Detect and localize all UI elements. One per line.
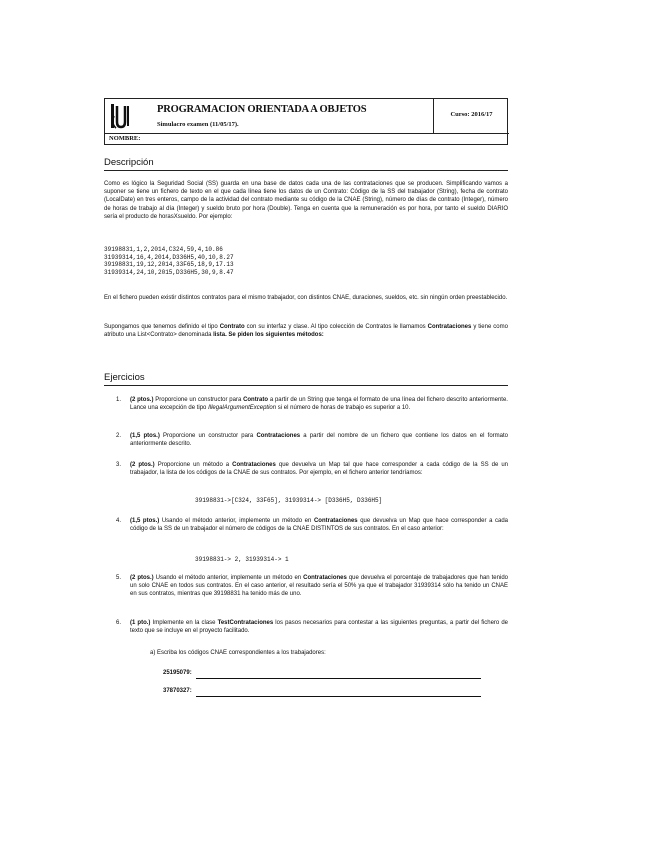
exercise-type: Contrato bbox=[243, 397, 269, 403]
descripcion-paragraph-2: En el fichero pueden existir distintos contratos para el mismo trabajador, con distintos CNAE, duraciones, sueldos, etc. sin ningún orden preestablecido. bbox=[104, 295, 508, 301]
exercise-text: Proporcione un constructor para bbox=[159, 433, 257, 439]
exercise-text: Proporcione un método a bbox=[154, 462, 233, 468]
descripcion-heading: Descripción bbox=[104, 157, 508, 171]
exercise-type: TestContrataciones bbox=[217, 620, 274, 626]
exercise-points: (2 ptos.) bbox=[130, 462, 155, 468]
exercise-text: Usando el método anterior, implemente un método en bbox=[153, 575, 304, 581]
exception-name: IllegalArgumentException bbox=[208, 405, 277, 412]
exercise-text: Usando el método anterior, implemente un método en bbox=[159, 518, 314, 524]
data-line: 39198831,1,2,2014,C324,59,4,10.86 bbox=[104, 246, 223, 253]
question-a: a) Escriba los códigos CNAE correspondientes a los trabajadores: bbox=[150, 650, 326, 656]
answer-line-2[interactable] bbox=[196, 696, 481, 697]
exercise-type: Contrataciones bbox=[256, 433, 301, 439]
exercise-text: si el número de horas de trabajo es superior a 10. bbox=[276, 405, 411, 412]
exercise-text: a partir del nombre de un fichero que contiene los datos en el formato anteriormente descrito. bbox=[130, 433, 508, 448]
university-logo-icon bbox=[109, 102, 131, 130]
answer-label-1: 25195079: bbox=[163, 670, 192, 676]
exercise-4-example: 39198831-> 2, 31939314-> 1 bbox=[195, 556, 289, 563]
p3-contrato: Contrato bbox=[219, 324, 245, 330]
exercise-points: (1,5 ptos.) bbox=[130, 433, 160, 439]
exercise-type: Contrataciones bbox=[232, 462, 276, 468]
p1-tail: sueldo. Por ejemplo: bbox=[177, 213, 233, 220]
course-year: Curso: 2016/17 bbox=[450, 111, 493, 118]
p3-text-e: y tiene como atributo una List<Contrato> denominada bbox=[104, 324, 508, 339]
exercise-type: Contrataciones bbox=[313, 518, 358, 524]
exercise-text: que devuelva un Map que hace corresponder a cada código de la SS de un trabajador el número de códigos de la CNAE DISTINTOS de sus contratos. En el caso anterior: bbox=[130, 518, 508, 533]
ejercicios-heading: Ejercicios bbox=[104, 372, 508, 386]
answer-label-2: 37870327: bbox=[163, 688, 192, 694]
curso-cell bbox=[433, 99, 508, 133]
exercise-text: los pasos necesarios para contestar a las siguientes preguntas, a partir del fichero de texto que se incluye en el proyecto facilitado. bbox=[130, 620, 509, 635]
exercise-text: que devuelva un Map tal que hace corresponder a cada código de la SS de un trabajador, la lista de los códigos de la CNAE de sus contratos. Por ejemplo, en el fichero anterior tendríamos: bbox=[130, 462, 508, 477]
exercise-number: 4. bbox=[116, 518, 122, 524]
exercise-number: 2. bbox=[116, 433, 122, 439]
p1-text: Como es lógico la Seguridad Social (SS) guarda en una base de datos cada una de las contrataciones que se producen. Simplificando vamos a suponer se tiene un fichero de texto en el que cada línea tiene los datos de un Contrato: Código de la SS del trabajador (String), fecha de contrato (LocalDate) en tres enteros, campo de la actividad del contrato mediante su código de la CNAE (String), número de días de contrato (Integer), número de horas de trabajo al día (Integer) y sueldo bruto por hora (Double). Tenga en cuenta que la remuneración es por hora, por tanto el sueldo DIARIO sería el producto de horas bbox=[104, 181, 508, 220]
exercise-5 bbox=[116, 574, 508, 599]
exercise-text: a partir de un String que tenga el formato de una línea del fichero descrito anteriormente. Lance una excepción de tipo bbox=[130, 397, 508, 412]
exercise-points: (2 ptos.) bbox=[130, 575, 154, 581]
exercise-1 bbox=[116, 396, 508, 412]
exercise-points: (2 ptos.) bbox=[130, 397, 154, 403]
exercise-number: 3. bbox=[116, 462, 122, 468]
data-sample-block bbox=[104, 246, 234, 276]
exam-subtitle: Simulacro examen (11/05/17). bbox=[157, 121, 239, 128]
course-title: PROGRAMACION ORIENTADA A OBJETOS bbox=[157, 104, 367, 115]
exercise-3 bbox=[116, 461, 508, 477]
exercise-number: 1. bbox=[116, 397, 122, 403]
answer-line-1[interactable] bbox=[196, 678, 481, 679]
p1-x: X bbox=[173, 213, 178, 220]
descripcion-paragraph-1 bbox=[104, 180, 508, 221]
descripcion-paragraph-3 bbox=[104, 323, 508, 339]
exercise-3-example: 39198831->[C324, 33F65], 31939314-> [D336H5, D336H5] bbox=[195, 497, 383, 504]
exercise-points: (1 pto.) bbox=[130, 620, 151, 626]
p3-text-c: con su interfaz y clase. Al tipo colección de Contratos le llamamos bbox=[244, 324, 428, 330]
exercise-number: 5. bbox=[116, 575, 122, 581]
exercise-number: 6. bbox=[116, 620, 122, 626]
data-line: 31939314,16,4,2014,D336H5,40,10,8.27 bbox=[104, 253, 234, 261]
header-main-row bbox=[105, 99, 509, 134]
exercise-text: Proporcione un constructor para bbox=[153, 397, 244, 403]
data-line: 39198831,19,12,2014,33F65,18,9,17.13 bbox=[104, 261, 234, 269]
exercise-4 bbox=[116, 517, 508, 533]
exercise-text: que devuelva el porcentaje de trabajadores que han tenido un solo CNAE en todos sus contratos. En el caso anterior, el resultado sería el 50% ya que el trabajador 31939314 sólo ha tenido un CNAE en sus contratos, mientras que 39198831 ha tenido más de uno. bbox=[130, 575, 508, 598]
p3-contrataciones: Contrataciones bbox=[427, 324, 472, 330]
data-line: 31939314,24,10,2015,D336H5,30,9,8.47 bbox=[104, 268, 234, 276]
exercise-type: Contrataciones bbox=[303, 575, 347, 581]
name-label: NOMBRE: bbox=[109, 135, 141, 142]
exercise-6 bbox=[116, 619, 508, 635]
exercise-2 bbox=[116, 432, 508, 448]
exam-header bbox=[104, 98, 508, 145]
p3-text-a: Supongamos que tenemos definido el tipo bbox=[104, 324, 220, 330]
p3-text-g: Se piden los siguientes métodos: bbox=[226, 332, 324, 339]
p3-lista: lista. bbox=[213, 332, 227, 339]
exercise-points: (1,5 ptos.) bbox=[130, 518, 160, 524]
exercise-text: Implemente en la clase bbox=[150, 620, 218, 626]
